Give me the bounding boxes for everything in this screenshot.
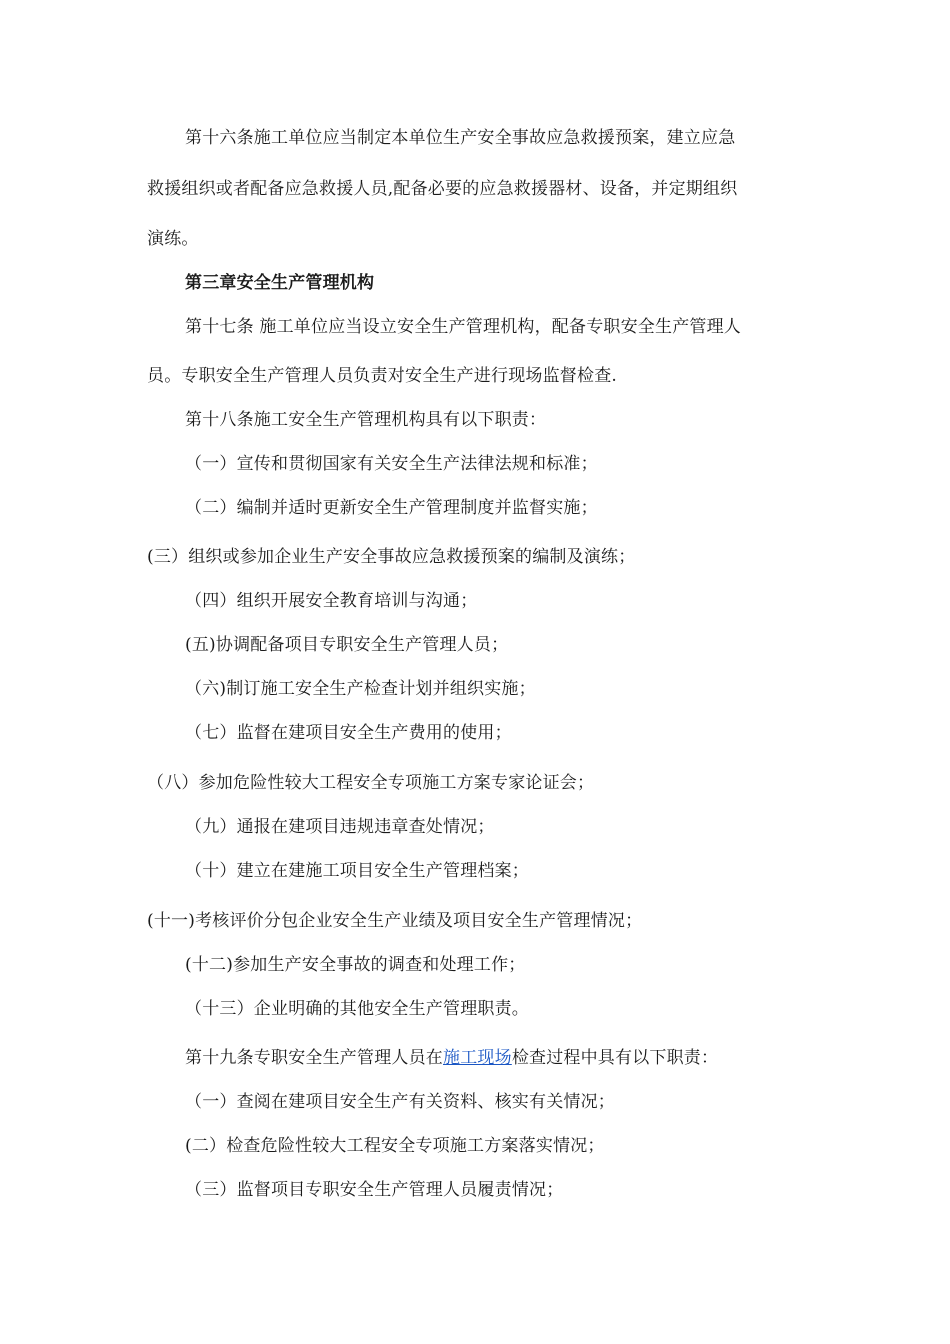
article-17-line-1: 第十七条 施工单位应当设立安全生产管理机构，配备专职安全生产管理人: [185, 317, 742, 337]
article-16-line-2: 救援组织或者配备应急救援人员,配备必要的应急救援器材、设备，并定期组织: [147, 179, 738, 199]
article-18-item-7: （七）监督在建项目安全生产费用的使用；: [185, 723, 512, 743]
article-18-item-11: (十一)考核评价分包企业安全生产业绩及项目安全生产管理情况；: [147, 911, 643, 931]
article-18-item-13: （十三）企业明确的其他安全生产管理职责。: [185, 999, 529, 1019]
article-18-intro: 第十八条施工安全生产管理机构具有以下职责：: [185, 410, 547, 430]
article-18-item-3: (三）组织或参加企业生产安全事故应急救援预案的编制及演练；: [147, 547, 636, 567]
article-19-item-3: （三）监督项目专职安全生产管理人员履责情况；: [185, 1180, 564, 1200]
article-18-item-10: （十）建立在建施工项目安全生产管理档案；: [185, 861, 529, 881]
chapter-3-heading: 第三章安全生产管理机构: [185, 273, 375, 293]
article-16-line-3: 演练。: [147, 229, 199, 249]
article-18-item-8: （八）参加危险性较大工程安全专项施工方案专家论证会；: [147, 773, 595, 793]
article-19-item-1: （一）查阅在建项目安全生产有关资料、核实有关情况；: [185, 1092, 615, 1112]
article-19-intro: [185, 1046, 718, 1070]
article-19-intro-after: 检查过程中具有以下职责：: [511, 1048, 719, 1068]
article-19-intro-before: 第十九条专职安全生产管理人员在: [185, 1048, 443, 1068]
article-18-item-12: (十二)参加生产安全事故的调查和处理工作；: [185, 955, 526, 975]
article-16-line-1: 第十六条施工单位应当制定本单位生产安全事故应急救援预案，建立应急: [185, 128, 736, 148]
article-18-item-2: （二）编制并适时更新安全生产管理制度并监督实施；: [185, 498, 598, 518]
article-18-item-5: (五)协调配备项目专职安全生产管理人员；: [185, 635, 509, 655]
article-19-item-2: (二）检查危险性较大工程安全专项施工方案落实情况；: [185, 1136, 605, 1156]
article-18-item-6: （六)制订施工安全生产检查计划并组织实施；: [185, 679, 536, 699]
construction-site-link[interactable]: 施工现场: [443, 1048, 512, 1068]
article-17-line-2: 员。专职安全生产管理人员负责对安全生产进行现场监督检查.: [147, 366, 618, 386]
article-18-item-1: （一）宣传和贯彻国家有关安全生产法律法规和标准；: [185, 454, 598, 474]
article-18-item-4: （四）组织开展安全教育培训与沟通；: [185, 591, 478, 611]
article-18-item-9: （九）通报在建项目违规违章查处情况；: [185, 817, 495, 837]
